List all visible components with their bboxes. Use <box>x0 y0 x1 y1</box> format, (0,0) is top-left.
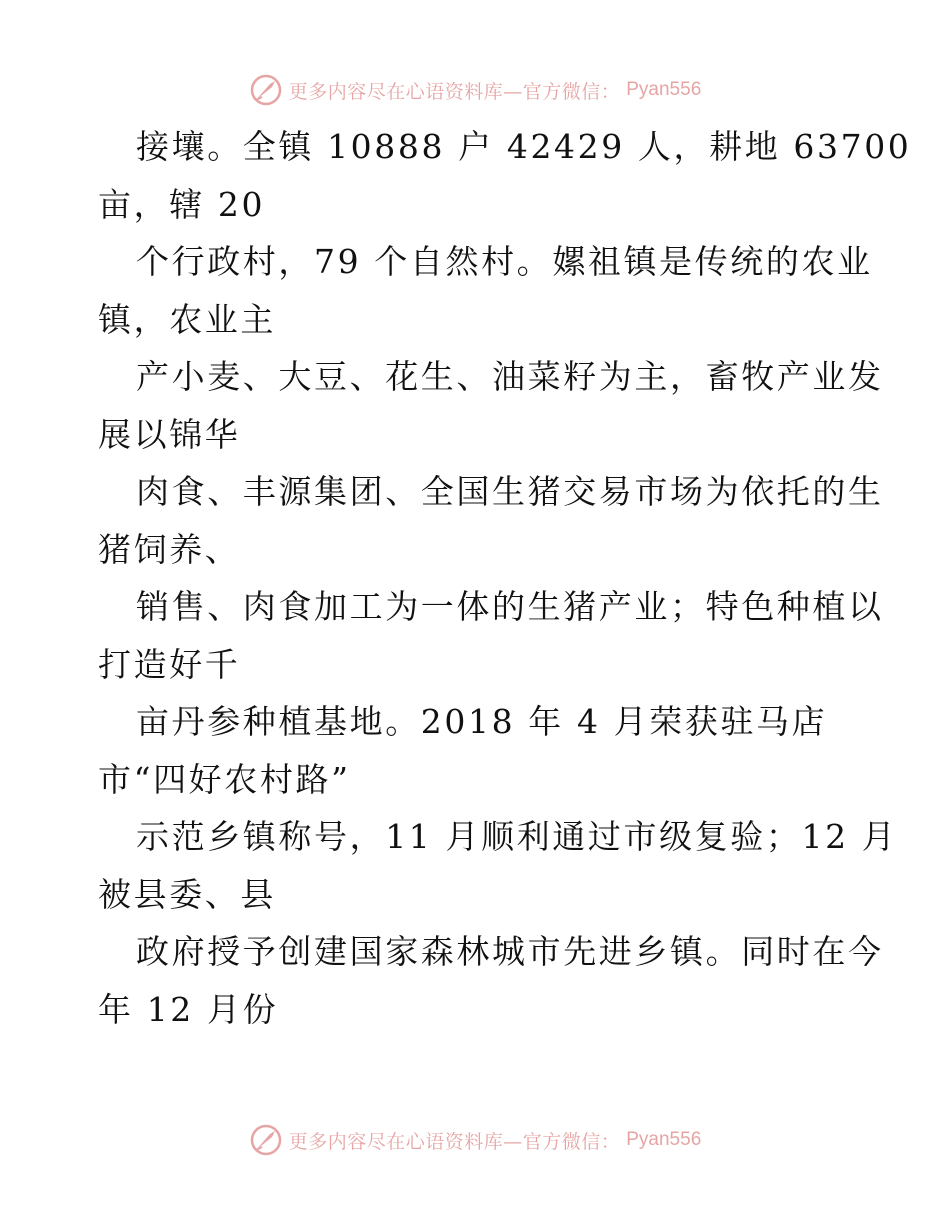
paragraph <box>98 923 884 1038</box>
paragraph-line: 示范乡镇称号，11 月顺利通过市级复验；12 月 <box>136 817 898 856</box>
quill-logo-icon <box>249 73 283 107</box>
paragraph <box>98 808 898 923</box>
paragraph <box>98 233 873 348</box>
paragraph-line: 打造好千 <box>98 644 241 684</box>
paragraph-line: 市“四好农村路” <box>98 759 351 799</box>
paragraph-line: 接壤。全镇 10888 户 42429 人，耕地 63700 <box>136 127 912 166</box>
footer-watermark <box>0 1120 950 1160</box>
paragraph-line: 亩，辖 20 <box>98 184 266 224</box>
watermark-wechat-id: Pyan556 <box>626 79 702 100</box>
paragraph <box>98 118 912 233</box>
watermark-text: 更多内容尽在心语资料库—官方微信： <box>288 80 621 103</box>
watermark-text: 更多内容尽在心语资料库—官方微信： <box>288 1130 621 1153</box>
paragraph-line: 镇，农业主 <box>98 299 276 339</box>
paragraph-line: 产小麦、大豆、花生、油菜籽为主，畜牧产业发 <box>136 357 884 396</box>
paragraph-line: 肉食、丰源集团、全国生猪交易市场为依托的生 <box>136 472 884 511</box>
watermark-wechat-id: Pyan556 <box>626 1129 702 1150</box>
paragraph-line: 展以锦华 <box>98 414 241 454</box>
quill-logo-icon <box>249 1123 283 1157</box>
paragraph <box>98 693 868 808</box>
paragraph <box>98 463 884 578</box>
paragraph-line: 年 12 月份 <box>98 989 279 1029</box>
paragraph-line: 销售、肉食加工为一体的生猪产业；特色种植以 <box>136 587 884 626</box>
paragraph <box>98 348 884 463</box>
paragraph-line: 个行政村，79 个自然村。嫘祖镇是传统的农业 <box>136 242 873 281</box>
paragraph <box>98 578 884 693</box>
paragraph-line: 被县委、县 <box>98 874 276 914</box>
paragraph-line: 猪饲养、 <box>98 529 241 569</box>
paragraph-line: 亩丹参种植基地。2018 年 4 月荣获驻马店 <box>136 702 828 741</box>
paragraph-line: 政府授予创建国家森林城市先进乡镇。同时在今 <box>136 932 884 971</box>
header-watermark <box>0 70 950 110</box>
body-text <box>98 118 912 1038</box>
